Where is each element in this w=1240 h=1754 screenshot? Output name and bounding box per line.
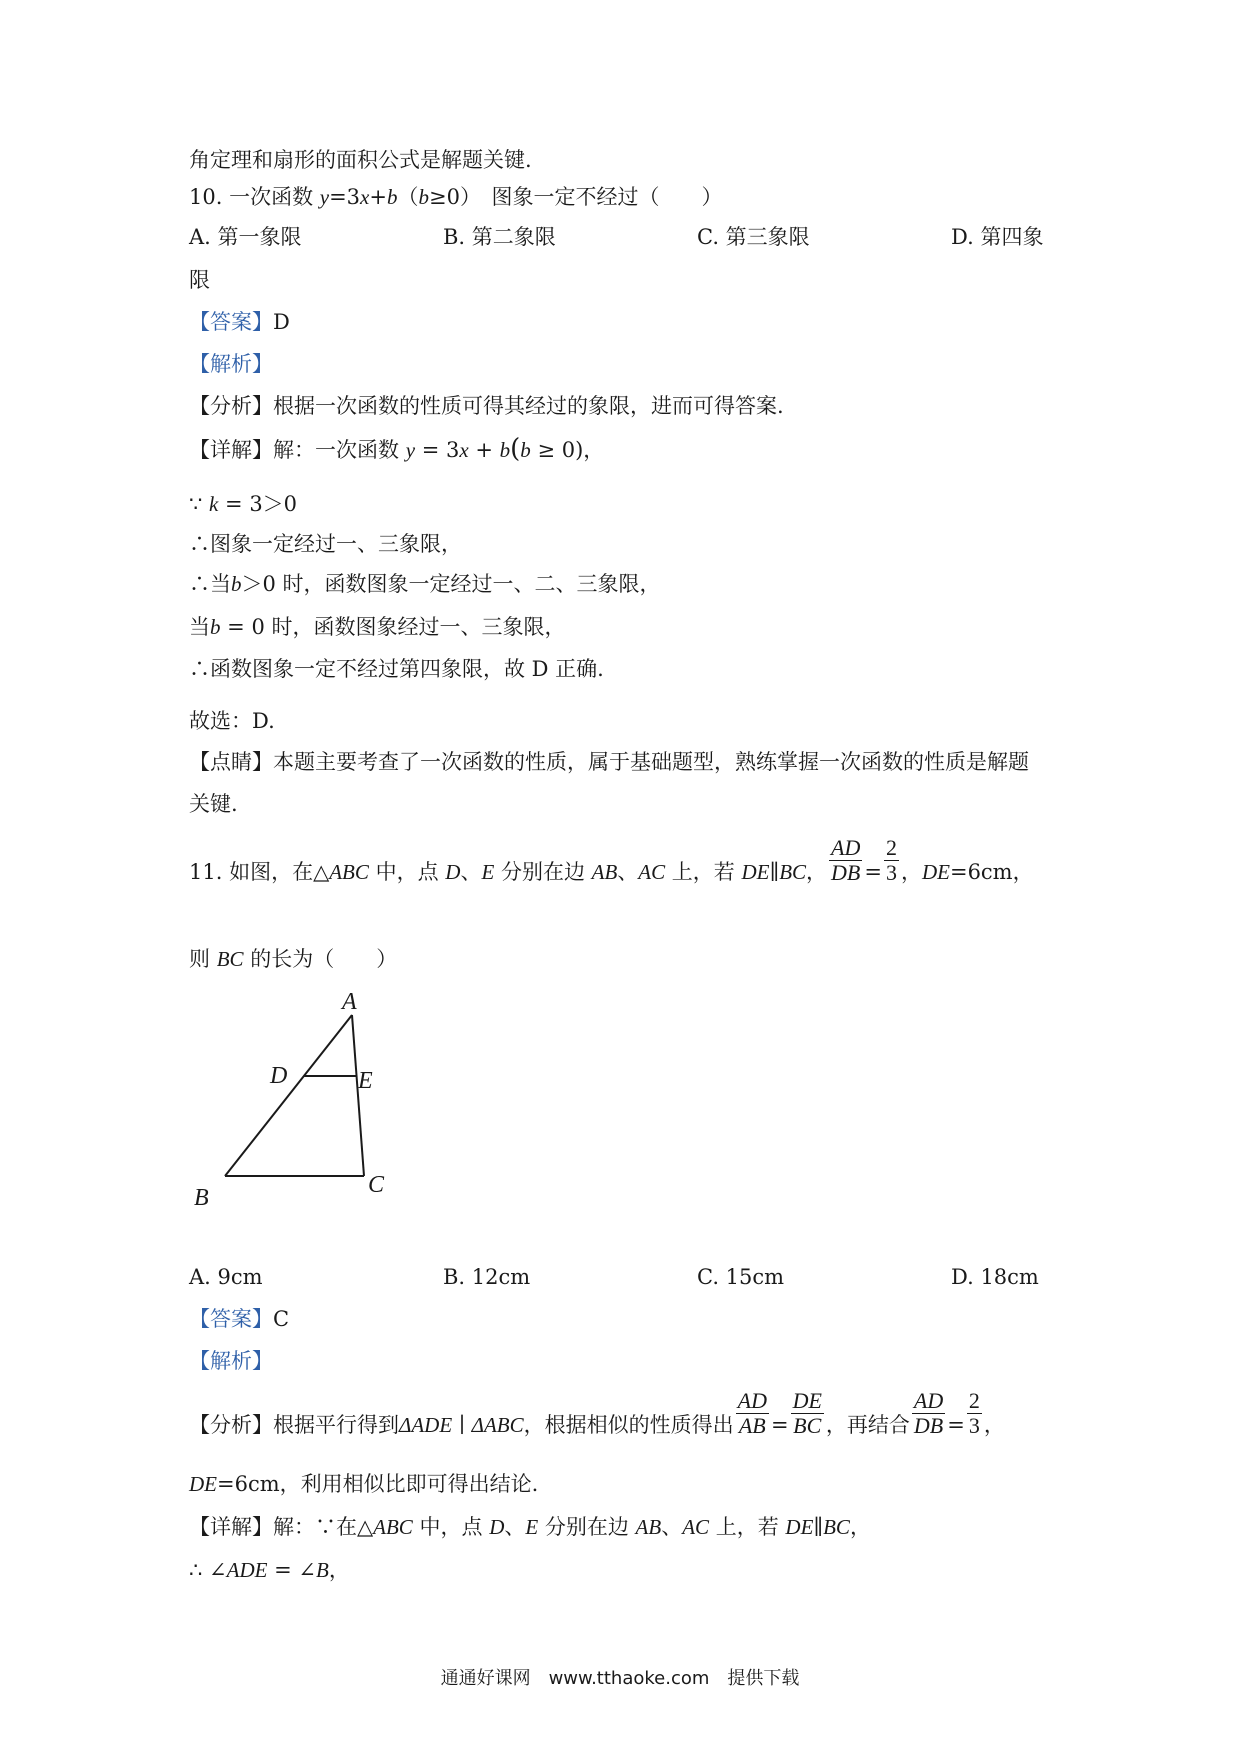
question-11-line-2: 则 BC 的长为（ ）: [189, 947, 398, 971]
label-e: E: [358, 1068, 373, 1094]
step-line: ∴当b＞0 时，函数图象一定经过一、二、三象限，: [189, 572, 661, 596]
side-ab: [225, 1015, 352, 1176]
remark-line-2: 关键.: [189, 792, 238, 816]
choose-line: 故选：D.: [189, 709, 275, 733]
step-line: ∴图象一定经过一、三象限，: [189, 532, 462, 556]
detail-line: 【详解】解：∵在△ABC 中，点 D、E 分别在边 AB、AC 上，若 DE∥BC，: [189, 1515, 871, 1539]
option-b: B. 第二象限: [443, 225, 556, 249]
label-c: C: [368, 1172, 385, 1198]
text-line: 角定理和扇形的面积公式是解题关键.: [189, 148, 532, 172]
step-line: ∴函数图象一定不经过第四象限，故 D 正确.: [189, 657, 604, 681]
triangle-figure: [190, 985, 420, 1210]
analysis-line: 【分析】根据平行得到ΔADE ∣ ΔABC，根据相似的性质得出 $\frac{AD}{AB}$ = $\frac{DE}{BC}$ ，再结合 $\frac{AD}{DB}$ = $\frac{2}{3}$ ，: [189, 1388, 1005, 1438]
side-ac: [352, 1015, 364, 1176]
analysis-tag: 【解析】: [189, 1349, 273, 1373]
step-line: ∵ k = 3＞0: [189, 492, 298, 516]
answer-tag: 【答案】: [189, 310, 273, 334]
analysis-line-2: DE=6cm，利用相似比即可得出结论.: [189, 1472, 539, 1496]
option-a: A. 9cm: [189, 1265, 263, 1289]
question-11: 11. 如图，在△ABC 中，点 D、E 分别在边 AB、AC 上，若 DE∥BC， $\frac{AD}{DB}$ = $\frac{2}{3}$ ，DE=6cm，: [189, 835, 1034, 885]
answer-line: 【答案】C: [189, 1307, 290, 1331]
fraction: $\frac{AD}{DB}$: [913, 1388, 944, 1438]
option-a: A. 第一象限: [189, 225, 302, 249]
label-b: B: [194, 1185, 209, 1210]
detail-step: ∴ ∠ADE = ∠B，: [189, 1558, 350, 1582]
option-d-wrap: 限: [189, 268, 210, 292]
option-d: D. 18cm: [951, 1265, 1039, 1289]
step-line: 当b = 0 时，函数图象经过一、三象限，: [189, 615, 566, 639]
fraction: $\frac{2}{3}$: [968, 1388, 980, 1438]
option-d: D. 第四象: [951, 225, 1044, 249]
detail-line: 【详解】解：一次函数 y = 3x + b(b ≥ 0)，: [189, 434, 605, 464]
fraction: $\frac{AD}{DB}$: [831, 835, 861, 885]
footer-source: 通通好课网 www.tthaoke.com 提供下载: [440, 1668, 800, 1689]
label-a: A: [342, 989, 357, 1015]
answer-line: 【答案】D: [189, 310, 290, 334]
fraction: $\frac{2}{3}$: [885, 835, 897, 885]
analysis-tag: 【解析】: [189, 352, 273, 376]
option-c: C. 15cm: [697, 1265, 785, 1289]
remark-line: 【点睛】本题主要考查了一次函数的性质，属于基础题型，熟练掌握一次函数的性质是解题: [189, 750, 1029, 774]
fraction: $\frac{AD}{AB}$: [737, 1388, 767, 1438]
analysis-line: 【分析】根据一次函数的性质可得其经过的象限，进而可得答案.: [189, 394, 784, 418]
question-10: 10. 一次函数 y=3x+b（b≥0） 图象一定不经过（ ）: [189, 185, 723, 209]
answer-tag: 【答案】: [189, 1307, 273, 1331]
option-b: B. 12cm: [443, 1265, 531, 1289]
fraction: $\frac{DE}{BC}$: [792, 1388, 822, 1438]
option-c: C. 第三象限: [697, 225, 810, 249]
label-d: D: [270, 1063, 288, 1089]
